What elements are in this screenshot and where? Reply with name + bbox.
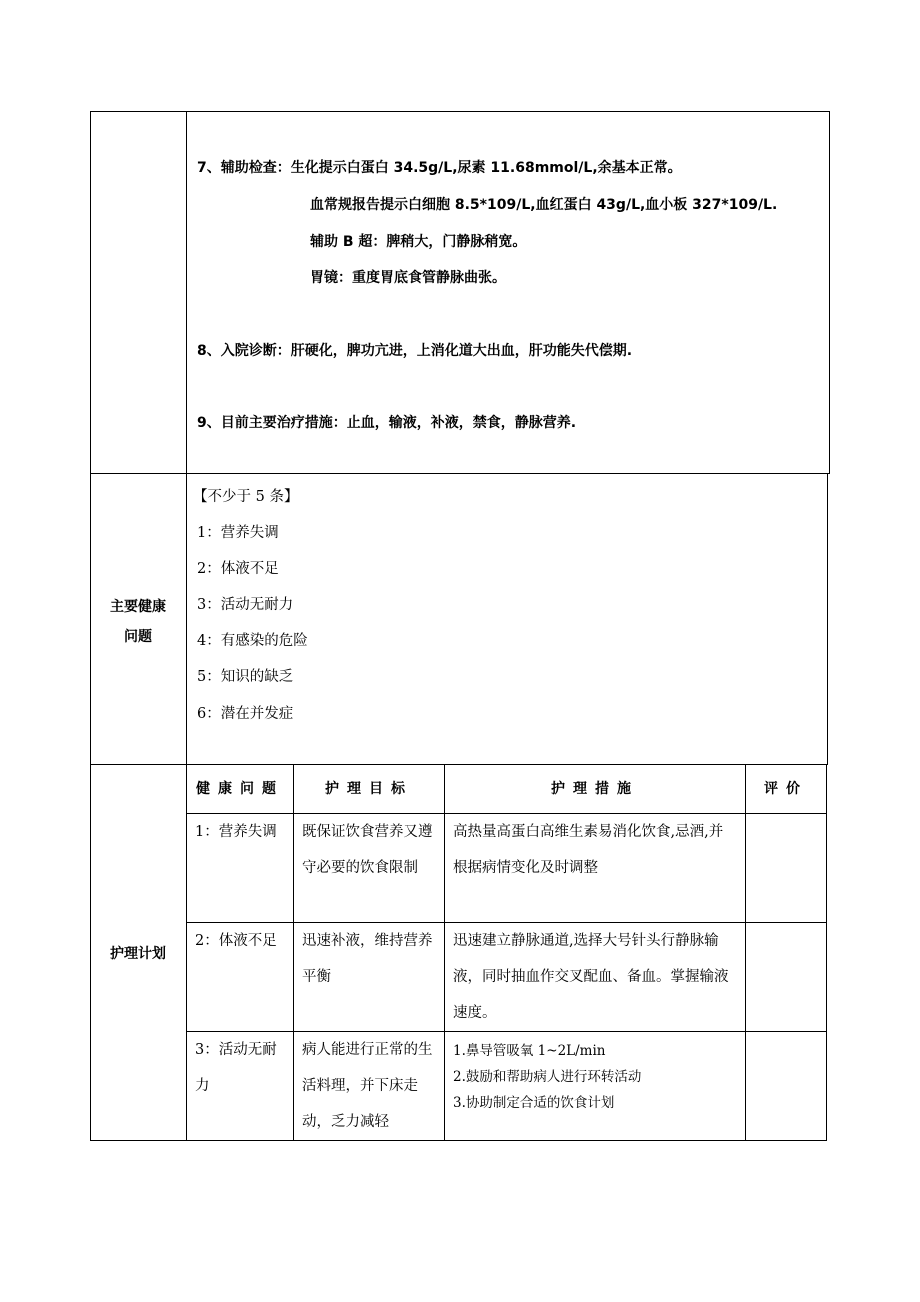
row-goal: 病人能进行正常的生活料理，并下床走动，乏力减轻 xyxy=(294,1032,445,1141)
row-measures xyxy=(445,1032,746,1141)
aux-exam-line1: 7、辅助检查：生化提示白蛋白 34.5g/L,尿素 11.68mmol/L,余基本正常。 xyxy=(197,160,682,176)
admission-diagnosis: 8、入院诊断：肝硬化，脾功亢进，上消化道大出血，肝功能失代偿期. xyxy=(197,343,633,359)
health-problems-label xyxy=(90,592,186,652)
health-item: 1：营养失调 xyxy=(197,525,279,541)
treatment-measures: 9、目前主要治疗措施：止血，输液，补液，禁食，静脉营养. xyxy=(197,415,577,431)
measure-item: 1.鼻导管吸氧 1~2L/min xyxy=(453,1043,606,1059)
row-evaluation xyxy=(746,1032,827,1141)
measure-item: 3.协助制定合适的饮食计划 xyxy=(453,1095,615,1111)
aux-exam-line2: 血常规报告提示白细胞 8.5*109/L,血红蛋白 43g/L,血小板 327*109/L. xyxy=(310,197,778,213)
health-item: 6：潜在并发症 xyxy=(197,706,294,722)
row-evaluation xyxy=(746,923,827,1032)
measure-item: 2.鼓励和帮助病人进行环转活动 xyxy=(453,1069,642,1085)
health-label-line2: 问题 xyxy=(124,629,152,645)
row-measures: 迅速建立静脉通道,选择大号针头行静脉输液，同时抽血作交叉配血、备血。掌握输液速度。 xyxy=(445,923,746,1032)
row-evaluation xyxy=(746,814,827,923)
row-problem: 2：体液不足 xyxy=(187,923,294,1032)
aux-exam-line3: 辅助 B 超：脾稍大，门静脉稍宽。 xyxy=(310,234,527,250)
table-row xyxy=(187,923,827,1032)
row-measures: 高热量高蛋白高维生素易消化饮食,忌酒,并根据病情变化及时调整 xyxy=(445,814,746,923)
header-goal: 护理目标 xyxy=(294,765,445,814)
health-item: 5：知识的缺乏 xyxy=(197,669,294,685)
row-goal: 迅速补液，维持营养平衡 xyxy=(294,923,445,1032)
row-goal: 既保证饮食营养又遵守必要的饮食限制 xyxy=(294,814,445,923)
table-row xyxy=(187,1032,827,1141)
nursing-plan-table xyxy=(186,764,827,1141)
health-note: 【不少于 5 条】 xyxy=(193,489,299,505)
table-row xyxy=(187,814,827,923)
health-item: 2：体液不足 xyxy=(197,561,279,577)
health-item: 4：有感染的危险 xyxy=(197,633,308,649)
row-problem: 3：活动无耐力 xyxy=(187,1032,294,1141)
divider xyxy=(186,473,187,765)
health-label-line1: 主要健康 xyxy=(110,599,166,615)
header-problem: 健康问题 xyxy=(187,765,294,814)
aux-exam-line4: 胃镜：重度胃底食管静脉曲张。 xyxy=(310,270,506,286)
row-problem: 1：营养失调 xyxy=(187,814,294,923)
header-measures: 护理措施 xyxy=(445,765,746,814)
header-evaluation: 评价 xyxy=(746,765,827,814)
nursing-plan-label: 护理计划 xyxy=(110,946,166,962)
divider xyxy=(186,111,187,474)
health-item: 3：活动无耐力 xyxy=(197,597,294,613)
